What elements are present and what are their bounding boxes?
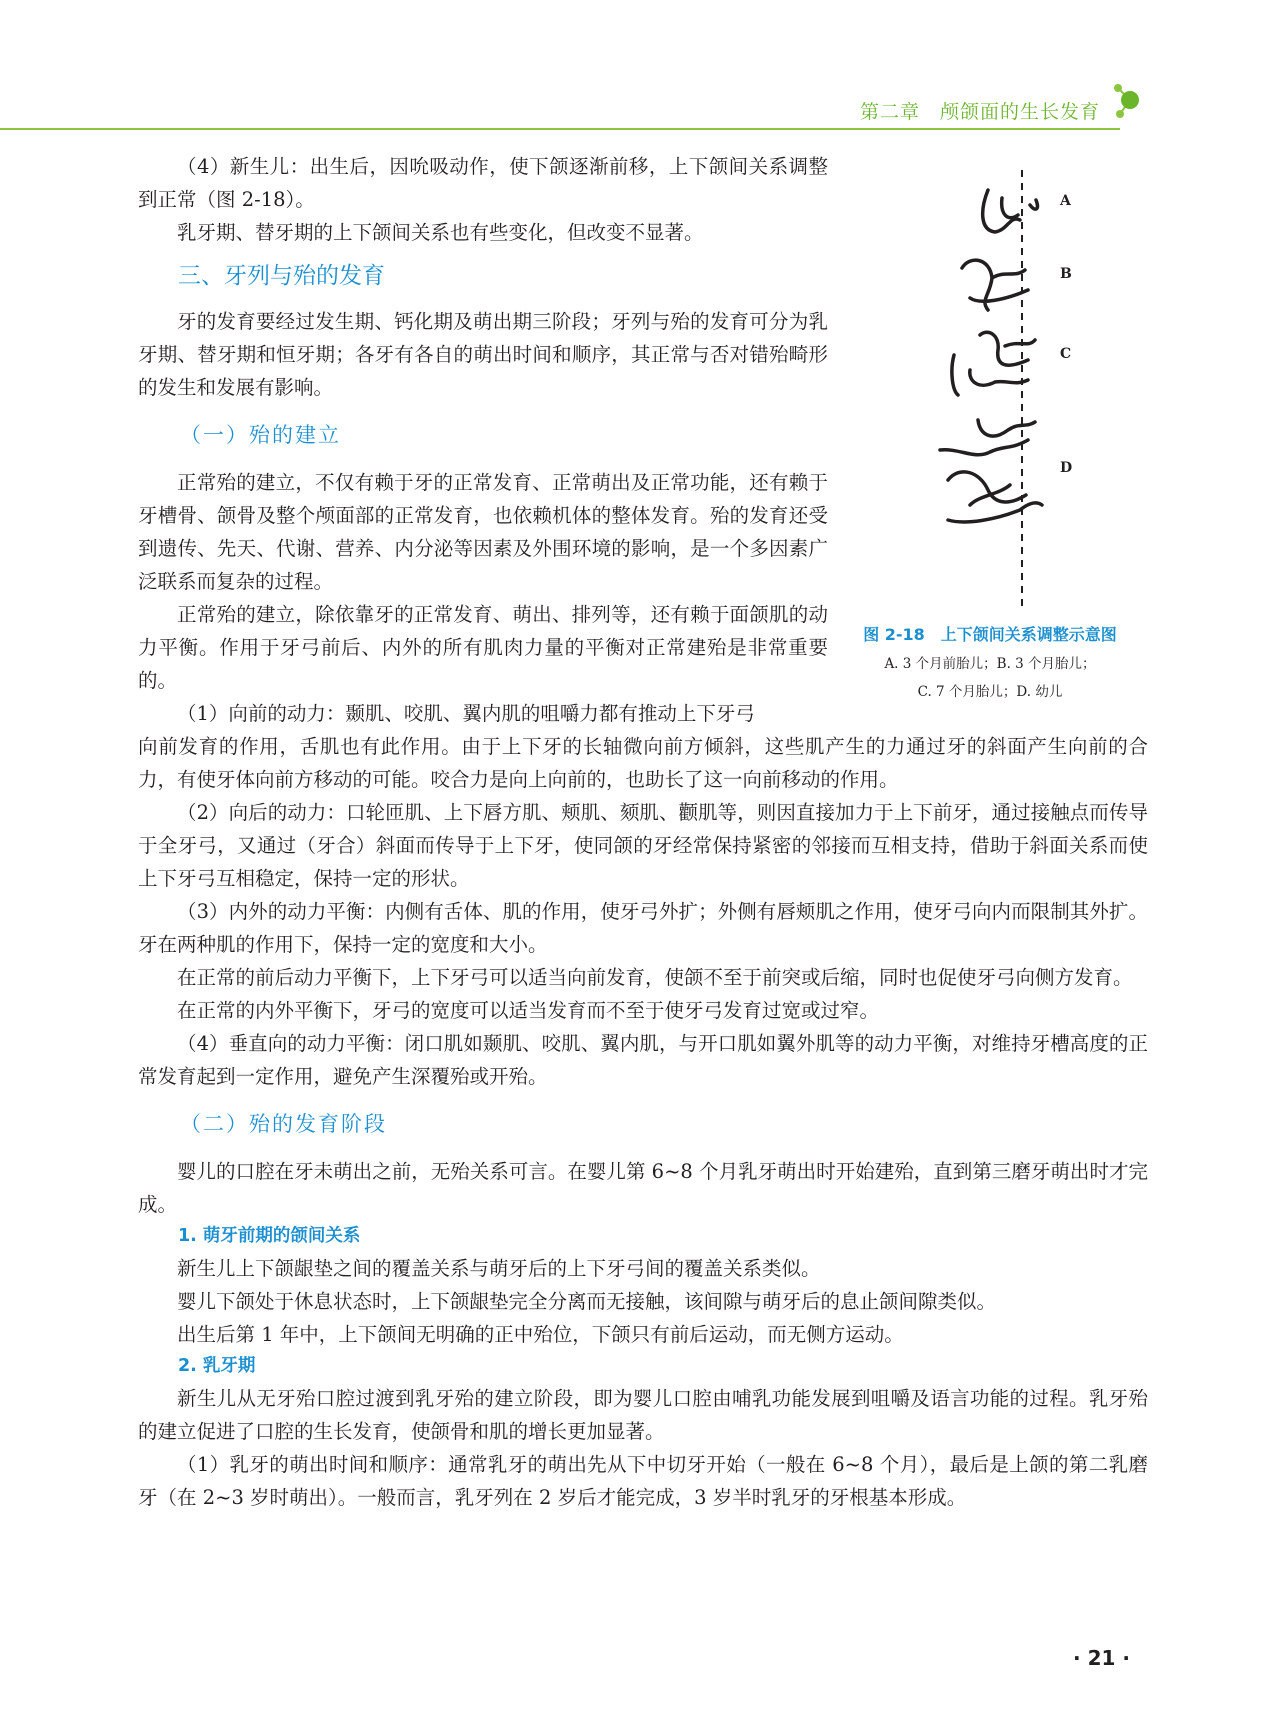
paragraph: 牙的发育要经过发生期、钙化期及萌出期三阶段；牙列与殆的发育可分为乳牙期、替牙期和恒牙期；各牙有各自的萌出时间和顺序，其正常与否对错殆畸形的发生和发展有影响。 [138, 310, 828, 399]
figure-label-a: A [1060, 193, 1071, 209]
molecule-icon [1108, 82, 1148, 122]
header-rule [0, 128, 1120, 130]
figure-label-b: B [1060, 266, 1072, 282]
paragraph: 新生儿上下颌龈垫之间的覆盖关系与萌牙后的上下牙弓间的覆盖关系类似。 [177, 1257, 821, 1280]
item-heading: 1. 萌牙前期的颌间关系 [178, 1226, 361, 1246]
section-heading: 三、牙列与殆的发育 [178, 263, 385, 289]
paragraph: 乳牙期、替牙期的上下颌间关系也有些变化，但改变不显著。 [177, 221, 704, 244]
figure-label-d: D [1060, 460, 1073, 476]
figure-caption: 图 2-18 上下颌间关系调整示意图 [863, 625, 1117, 644]
chapter-title: 第二章 颅颌面的生长发育 [859, 101, 1100, 123]
paragraph: （4）新生儿：出生后，因吮吸动作，使下颌逐渐前移，上下颌间关系调整到正常（图 2-18）。 [138, 155, 828, 211]
figure-subcaption: C. 7 个月胎儿；D. 幼儿 [917, 684, 1063, 700]
paragraph: 新生儿从无牙殆口腔过渡到乳牙殆的建立阶段，即为婴儿口腔由哺乳功能发展到咀嚼及语言功能的过程。乳牙殆的建立促进了口腔的生长发育，使颌骨和肌的增长更加显著。 [138, 1387, 1148, 1443]
figure-subcaption: A. 3 个月前胎儿；B. 3 个月胎儿； [884, 656, 1096, 672]
paragraph: 正常殆的建立，不仅有赖于牙的正常发育、正常萌出及正常功能，还有赖于牙槽骨、颌骨及整个颅面部的正常发育，也依赖机体的整体发育。殆的发育还受到遗传、先天、代谢、营养、内分泌等因素及外围环境的影响，是一个多因素广泛联系而复杂的过程。 [138, 471, 828, 593]
figure-2-18 [830, 160, 1150, 720]
paragraph: 正常殆的建立，除依靠牙的正常发育、萌出、排列等，还有赖于面颌肌的动力平衡。作用于牙弓前后、内外的所有肌肉力量的平衡对正常建殆是非常重要的。 [138, 603, 828, 692]
paragraph: （4）垂直向的动力平衡：闭口肌如颞肌、咬肌、翼内肌，与开口肌如翼外肌等的动力平衡，对维持牙槽高度的正常发育起到一定作用，避免产生深覆殆或开殆。 [138, 1032, 1148, 1088]
figure-label-c: C [1060, 346, 1072, 362]
paragraph: 在正常的前后动力平衡下，上下牙弓可以适当向前发育，使颌不至于前突或后缩，同时也促使牙弓向侧方发育。 [177, 966, 1133, 989]
paragraph: 婴儿下颌处于休息状态时，上下颌龈垫完全分离而无接触，该间隙与萌牙后的息止颌间隙类似。 [177, 1290, 997, 1313]
paragraph: 在正常的内外平衡下，牙弓的宽度可以适当发育而不至于使牙弓发育过宽或过窄。 [177, 999, 880, 1022]
item-heading: 2. 乳牙期 [178, 1356, 256, 1376]
paragraph: 婴儿的口腔在牙未萌出之前，无殆关系可言。在婴儿第 6~8 个月乳牙萌出时开始建殆，直到第三磨牙萌出时才完成。 [138, 1160, 1148, 1216]
paragraph: （2）向后的动力：口轮匝肌、上下唇方肌、颊肌、颏肌、颧肌等，则因直接加力于上下前牙，通过接触点而传导于全牙弓，又通过（牙合）斜面而传导于上下牙，使同颌的牙经常保持紧密的邻接而互相支持，借助于斜面关系而使上下牙弓互相稳定，保持一定的形状。 [138, 801, 1148, 890]
paragraph: 向前发育的作用，舌肌也有此作用。由于上下牙的长轴微向前方倾斜，这些肌产生的力通过牙的斜面产生向前的合力，有使牙体向前方移动的可能。咬合力是向上向前的，也助长了这一向前移动的作用。 [138, 735, 1148, 791]
page-number: · 21 · [1073, 1646, 1130, 1670]
page-header [0, 0, 1275, 150]
paragraph: （3）内外的动力平衡：内侧有舌体、肌的作用，使牙弓外扩；外侧有唇颊肌之作用，使牙弓向内而限制其外扩。牙在两种肌的作用下，保持一定的宽度和大小。 [138, 900, 1148, 956]
subsection-heading: （一）殆的建立 [180, 423, 341, 447]
paragraph: （1）乳牙的萌出时间和顺序：通常乳牙的萌出先从下中切牙开始（一般在 6~8 个月），最后是上颌的第二乳磨牙（在 2~3 岁时萌出）。一般而言，乳牙列在 2 岁后才能完成，3 岁半时乳牙的牙根基本形成。 [138, 1453, 1148, 1509]
paragraph: 出生后第 1 年中，上下颌间无明确的正中殆位，下颌只有前后运动，而无侧方运动。 [177, 1323, 904, 1346]
paragraph: （1）向前的动力：颞肌、咬肌、翼内肌的咀嚼力都有推动上下牙弓 [177, 702, 755, 725]
subsection-heading: （二）殆的发育阶段 [180, 1112, 387, 1136]
jaw-relation-diagram [830, 160, 1150, 610]
